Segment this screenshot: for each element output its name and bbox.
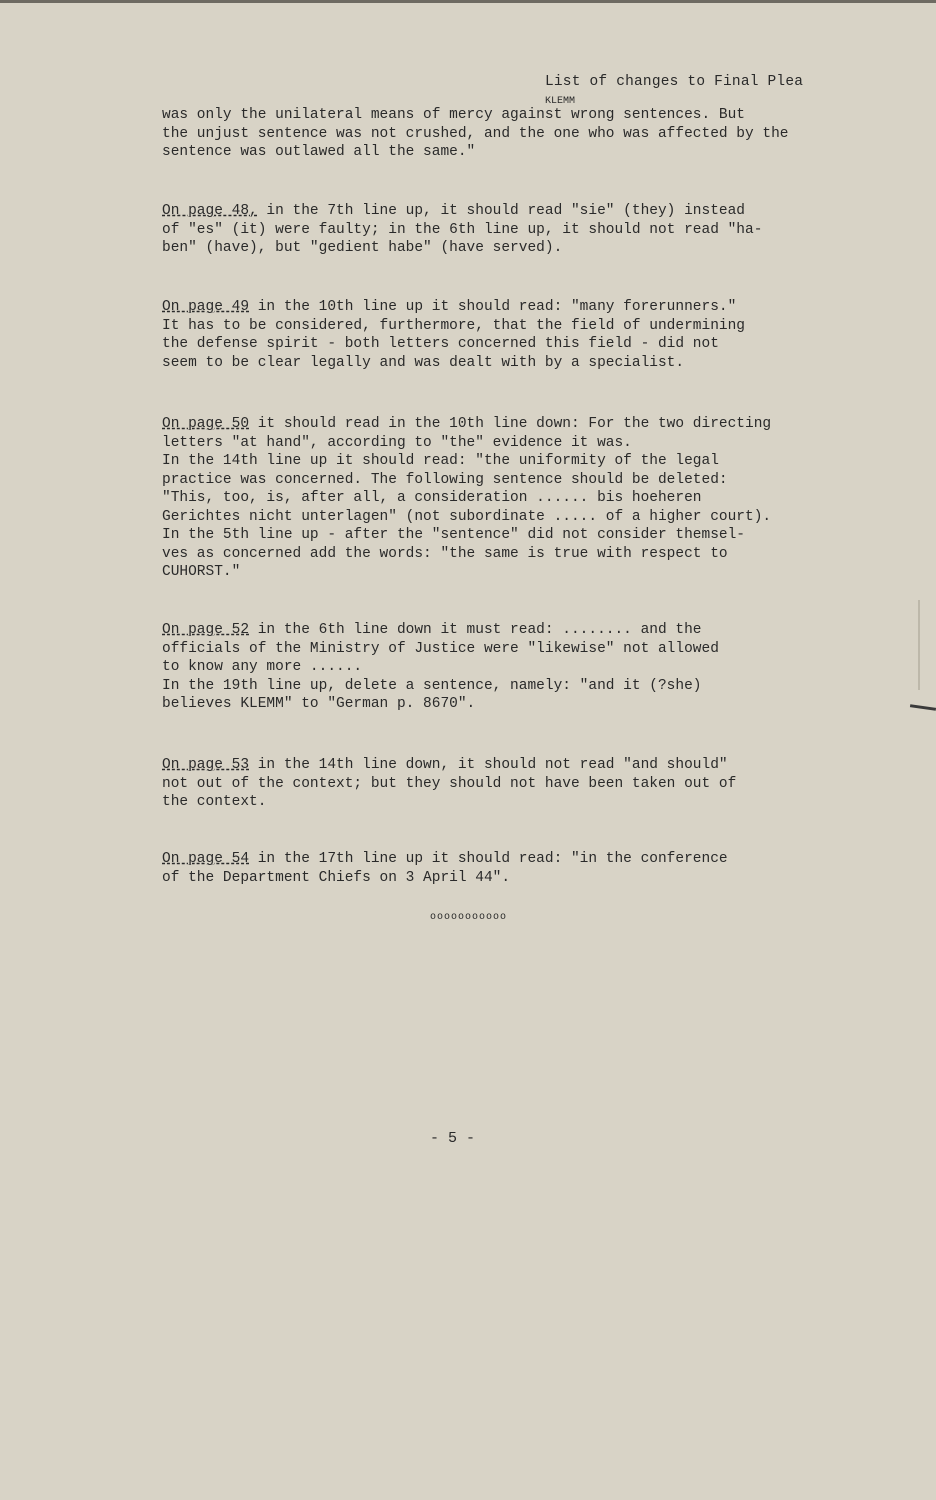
text-line [162,850,862,869]
page-header-subtitle: KLEMM [545,96,576,107]
paragraph-page-52 [162,621,862,714]
text-line: not out of the context; but they should not have been taken out of [162,775,737,792]
text-line: to know any more ...... [162,659,363,675]
text-segment: in the 6th line down it must read: ........ and the [249,622,702,638]
text-line [162,298,862,317]
top-edge [0,0,936,3]
text-segment: in the 7th line up, it should read "sie" (they) instead [257,203,745,219]
text-line [162,621,862,640]
text-line: sentence was outlawed all the same." [162,144,476,160]
text-line [162,415,862,434]
page-reference: On page 48, [162,203,258,219]
text-line: letters "at hand", according to "the" evidence it was. [162,434,632,451]
page-reference: On page 50 [162,416,250,432]
text-line: "This, too, is, after all, a consideration ...... bis hoeheren [162,490,702,506]
paragraph-page-54 [162,850,862,887]
section-separator: ooooooooooo [430,912,508,923]
text-line [162,202,862,221]
text-line: ves as concerned add the words: "the same is true with respect to [162,545,728,562]
text-segment: in the 17th line up it should read: "in the conference [249,851,728,867]
paper-crease [918,600,920,690]
text-line [162,756,862,775]
paragraph-continuation [162,106,862,162]
text-line: the context. [162,794,267,810]
text-line: practice was concerned. The following sentence should be deleted: [162,471,728,488]
page-reference: On page 52 [162,622,250,638]
paragraph-page-49 [162,298,862,372]
text-line: officials of the Ministry of Justice were "likewise" not allowed [162,640,719,657]
text-line: In the 14th line up it should read: "the uniformity of the legal [162,453,719,469]
text-segment: in the 10th line up it should read: "many forerunners." [249,299,737,315]
paragraph-page-53 [162,756,862,812]
page-number: - 5 - [430,1130,476,1147]
paragraph-page-48 [162,202,862,258]
text-line: CUHORST." [162,564,241,580]
staple-mark [910,704,936,711]
page-header-title: List of changes to Final Plea [545,74,804,90]
text-line: the defense spirit - both letters concerned this field - did not [162,336,719,352]
text-line: of "es" (it) were faulty; in the 6th line up, it should not read "ha- [162,221,763,238]
text-line: of the Department Chiefs on 3 April 44". [162,869,511,886]
text-line: In the 5th line up - after the "sentence" did not consider themsel- [162,527,745,543]
text-line: ben" (have), but "gedient habe" (have served). [162,240,563,256]
text-line: In the 19th line up, delete a sentence, namely: "and it (?she) [162,677,702,694]
text-line: was only the unilateral means of mercy against wrong sentences. But [162,107,745,123]
page-reference: On page 54 [162,851,250,867]
page-reference: On page 49 [162,299,250,315]
text-segment: in the 14th line down, it should not read "and should" [249,757,728,773]
paragraph-page-50 [162,415,862,582]
text-line: seem to be clear legally and was dealt with by a specialist. [162,354,685,371]
text-line: the unjust sentence was not crushed, and the one who was affected by the [162,125,789,142]
text-line: believes KLEMM" to "German p. 8670". [162,696,476,712]
text-line: It has to be considered, furthermore, that the field of undermining [162,317,745,334]
page-reference: On page 53 [162,757,250,773]
text-line: Gerichtes nicht unterlagen" (not subordinate ..... of a higher court). [162,508,772,525]
text-segment: it should read in the 10th line down: For the two directing [249,416,772,432]
